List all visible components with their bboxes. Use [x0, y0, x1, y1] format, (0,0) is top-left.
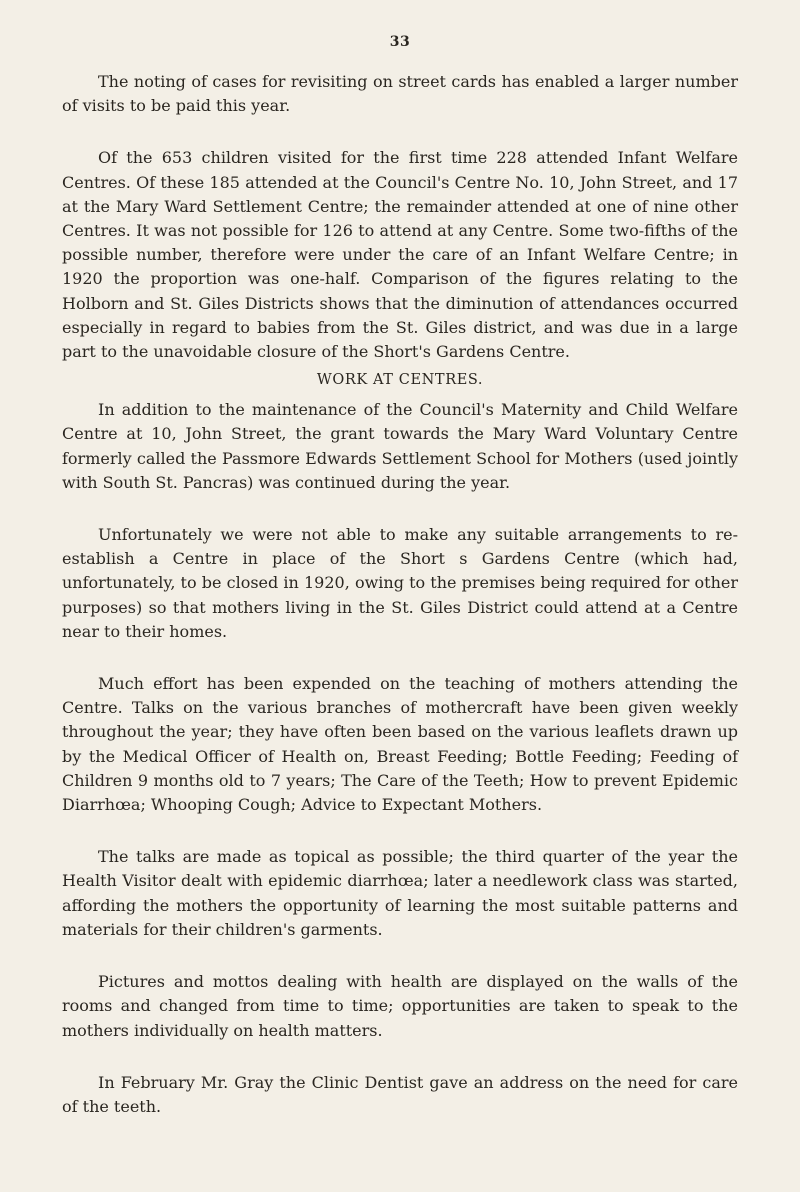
paragraph-teaching: Much effort has been expended on the teaching of mothers attending the Centre. Talks on the various branches of mothercraft have been given weekly throughout the year; they have often been based on the various leaflets drawn up by the Medical Officer of Health on, Breast Feeding; Bottle Feeding; Feeding of Children 9 months old to 7 years; The Care of the Teeth; How to prevent Epidemic Diarrhœa; Whooping Cough; Advice to Expectant Mothers. — [62, 674, 738, 815]
paragraph-children-visited: Of the 653 children visited for the first time 228 attended Infant Welfare Centres. Of these 185 attended at the Council's Centre No. 10, John Street, and 17 at the Mary Ward Settlement Centre; the remainder attended at one of nine other Centres. It was not possible for 126 to attend at any Centre. Some two-fifths of the possible number, therefore were under the care of an Infant Welfare Centre; in 1920 the proportion was one-half. Comparison of the figures relating to the Holborn and St. Giles Districts shows that the diminution of attendances occurred especially in regard to babies from the St. Giles district, and was due in a large part to the unavoidable closure of the Short's Gardens Centre. — [62, 148, 738, 362]
paragraph-re-establish: Unfortunately we were not able to make any suitable arrangements to re-establish a Centre in place of the Short s Gardens Centre (which had, unfortunately, to be closed in 1920, owing to the premises being required for other purposes) so that mothers living in the St. Giles District could attend at a Centre near to their homes. — [62, 525, 738, 641]
paragraph-talks: The talks are made as topical as possible; the third quarter of the year the Health Visitor dealt with epidemic diarrhœa; later a needlework class was started, affording the mothers the opportunity of learning the most suitable patterns and materials for their children's garments. — [62, 847, 738, 939]
paragraph-revisiting: The noting of cases for revisiting on street cards has enabled a larger number of visits to be paid this year. — [62, 72, 738, 116]
section-heading: WORK AT CENTRES. — [316, 372, 484, 389]
paragraph-maintenance: In addition to the maintenance of the Council's Maternity and Child Welfare Centre at 10, John Street, the grant towards the Mary Ward Voluntary Centre formerly called the Passmore Edwards Settlement School for Mothers (used jointly with South St. Pancras) was continued during the year. — [62, 400, 738, 492]
paragraph-dentist: In February Mr. Gray the Clinic Dentist gave an address on the need for care of the teeth. — [62, 1072, 738, 1116]
paragraph-pictures: Pictures and mottos dealing with health are displayed on the walls of the rooms and changed from time to time; opportunities are taken to speak to the mothers individually on health matters. — [62, 972, 738, 1040]
page-number: 33 — [389, 34, 411, 50]
